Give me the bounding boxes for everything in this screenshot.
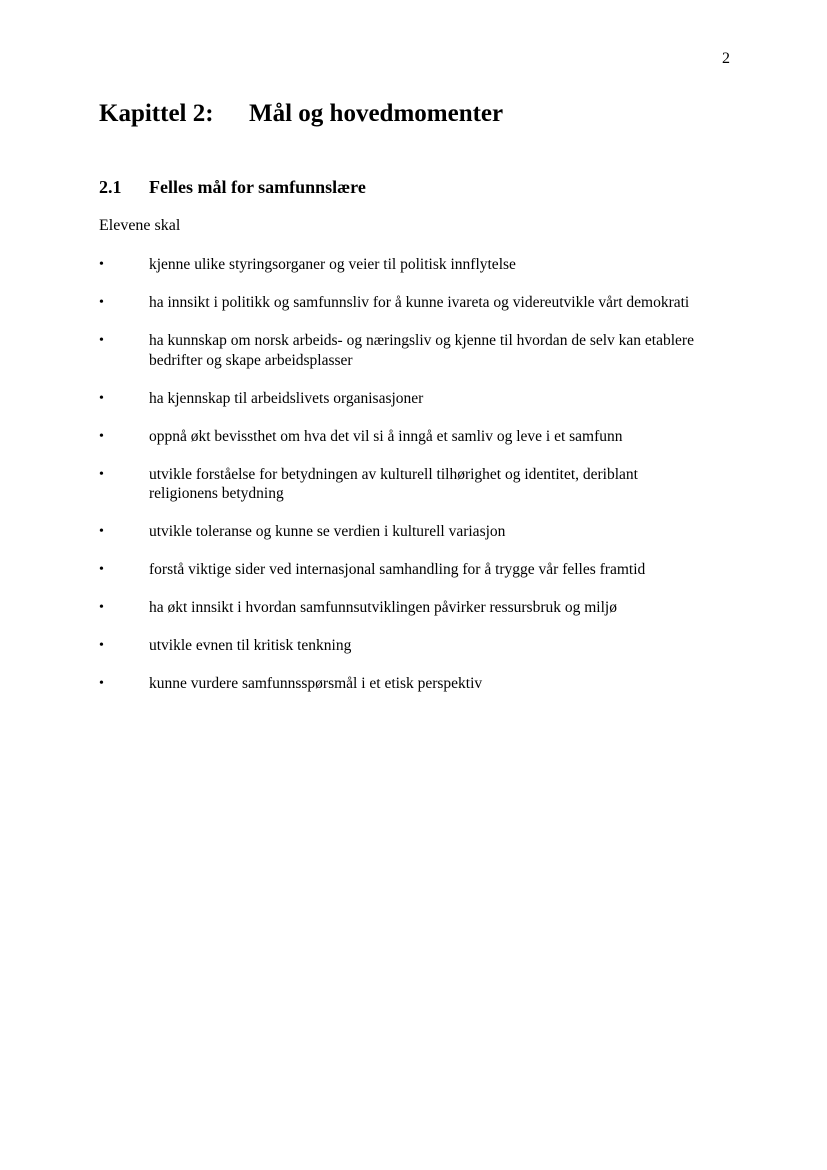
list-item-text: kunne vurdere samfunnsspørsmål i et etisk perspektiv (149, 675, 483, 692)
list-item-text: utvikle evnen til kritisk tenkning (149, 637, 352, 654)
list-item (99, 598, 699, 618)
chapter-title (99, 99, 503, 129)
chapter-label: Kapittel 2: (99, 100, 214, 127)
section-heading-text: Felles mål for samfunnslære (149, 177, 366, 197)
section-number: 2.1 (99, 177, 122, 197)
chapter-heading-text: Mål og hovedmomenter (249, 100, 504, 127)
bullet-icon: • (99, 428, 104, 444)
list-item (99, 674, 699, 694)
bullet-icon: • (99, 600, 104, 615)
list-item-text: kjenne ulike styringsorganer og veier til politisk innflytelse (149, 256, 516, 273)
bullet-icon: • (99, 562, 104, 577)
list-item (99, 465, 699, 504)
intro-text: Elevene skal (99, 217, 181, 234)
bullet-icon: • (99, 638, 104, 653)
list-item (99, 427, 699, 447)
bullet-icon: • (99, 524, 104, 539)
bullet-icon: • (99, 390, 104, 406)
list-item (99, 389, 699, 409)
list-item (99, 293, 699, 313)
bullet-icon: • (99, 466, 104, 482)
bullet-icon: • (99, 333, 104, 348)
section-title (99, 176, 366, 198)
list-item (99, 331, 699, 370)
list-item (99, 255, 699, 275)
list-item (99, 560, 699, 580)
list-item-text: ha innsikt i politikk og samfunnsliv for å kunne ivareta og videreutvikle vårt demokrati (149, 294, 690, 311)
list-item (99, 636, 699, 656)
goal-list (99, 255, 699, 712)
page-number: 2 (722, 50, 730, 67)
list-item-text: ha kunnskap om norsk arbeids- og næringsliv og kjenne til hvordan de selv kan etablere bedrifter og skape arbeidsplasser (149, 332, 694, 369)
list-item-text: utvikle toleranse og kunne se verdien i kulturell variasjon (149, 523, 506, 540)
list-item-text: ha kjennskap til arbeidslivets organisasjoner (149, 389, 424, 407)
list-item-text: ha økt innsikt i hvordan samfunnsutviklingen påvirker ressursbruk og miljø (149, 599, 617, 616)
list-item-text: oppnå økt bevissthet om hva det vil si å inngå et samliv og leve i et samfunn (149, 427, 623, 445)
list-item (99, 522, 699, 542)
bullet-icon: • (99, 676, 104, 691)
list-item-text: forstå viktige sider ved internasjonal samhandling for å trygge vår felles framtid (149, 561, 646, 578)
list-item-text: utvikle forståelse for betydningen av kulturell tilhørighet og identitet, deriblant religionens betydning (149, 465, 638, 502)
bullet-icon: • (99, 295, 104, 310)
bullet-icon: • (99, 257, 104, 272)
